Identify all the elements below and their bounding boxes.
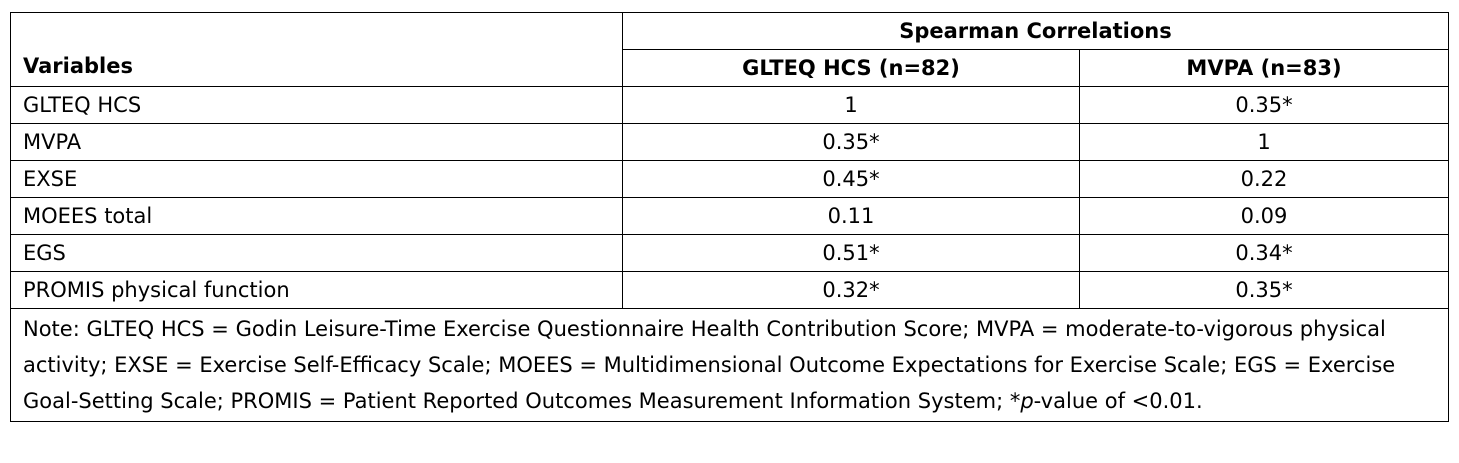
header-row-group: [11, 13, 1449, 50]
mvpa-value-cell: 0.34*: [1080, 235, 1449, 272]
variable-cell: MOEES total: [11, 198, 623, 235]
mvpa-value-cell: 0.09: [1080, 198, 1449, 235]
table-row: [11, 272, 1449, 309]
note-text: Note: GLTEQ HCS = Godin Leisure-Time Exercise Questionnaire Health Contribution Score; MVPA = moderate-to-vigorous physical activity; EXSE = Exercise Self-Efficacy Scale; MOEES = Multidimensional Outcome Expectations for Exercise Scale; EGS = Exercise Goal-Setting Scale; PROMIS = Patient Reported Outcomes Measurement Information System; *: [23, 317, 1396, 413]
table-row: [11, 87, 1449, 124]
glteq-value-cell: 0.35*: [623, 124, 1080, 161]
table-note: [11, 309, 1449, 422]
table-row: [11, 161, 1449, 198]
mvpa-value-cell: 1: [1080, 124, 1449, 161]
mvpa-value-cell: 0.35*: [1080, 272, 1449, 309]
mvpa-column-header: MVPA (n=83): [1080, 50, 1449, 87]
table-row: [11, 235, 1449, 272]
note-row: [11, 309, 1449, 422]
table-row: [11, 198, 1449, 235]
spearman-group-header: Spearman Correlations: [623, 13, 1449, 50]
glteq-value-cell: 0.51*: [623, 235, 1080, 272]
glteq-value-cell: 1: [623, 87, 1080, 124]
variable-cell: EXSE: [11, 161, 623, 198]
variable-cell: GLTEQ HCS: [11, 87, 623, 124]
glteq-value-cell: 0.11: [623, 198, 1080, 235]
glteq-value-cell: 0.32*: [623, 272, 1080, 309]
glteq-value-cell: 0.45*: [623, 161, 1080, 198]
variable-cell: PROMIS physical function: [11, 272, 623, 309]
variable-cell: EGS: [11, 235, 623, 272]
glteq-column-header: GLTEQ HCS (n=82): [623, 50, 1080, 87]
note-p-italic: p: [1020, 389, 1034, 413]
note-text-end: -value of <0.01.: [1033, 389, 1203, 413]
mvpa-value-cell: 0.35*: [1080, 87, 1449, 124]
correlation-table-container: [10, 12, 1449, 422]
variable-cell: MVPA: [11, 124, 623, 161]
spearman-correlation-table: [10, 12, 1449, 422]
mvpa-value-cell: 0.22: [1080, 161, 1449, 198]
variables-header: Variables: [11, 13, 623, 87]
table-row: [11, 124, 1449, 161]
